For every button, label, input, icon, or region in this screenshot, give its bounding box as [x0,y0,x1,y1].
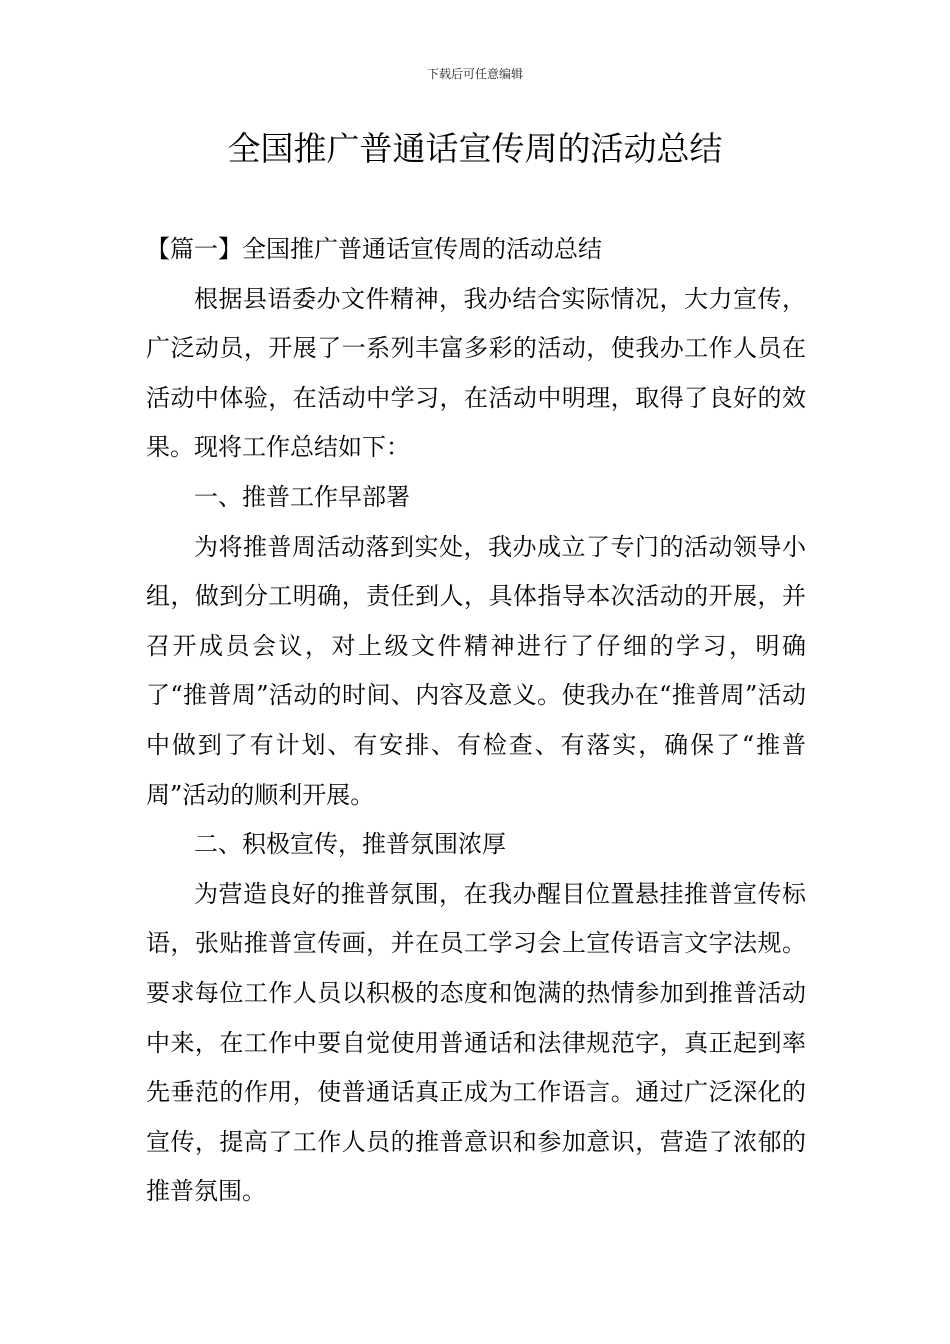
section-subtitle: 【篇一】全国推广普通话宣传周的活动总结 [146,235,602,263]
paragraph-section-2: 为营造良好的推普氛围，在我办醒目位置悬挂推普宣传标语，张贴推普宣传画，并在员工学习会上宣传语言文字法规。要求每位工作人员以积极的态度和饱满的热情参加到推普活动中来，在工作中要自觉使用普通话和法律规范字，真正起到率先垂范的作用，使普通话真正成为工作语言。通过广泛深化的宣传，提高了工作人员的推普意识和参加意识，营造了浓郁的推普氛围。 [146,879,806,1206]
document-body [146,225,806,1217]
paragraph-intro: 根据县语委办文件精神，我办结合实际情况，大力宣传，广泛动员，开展了一系列丰富多彩的活动，使我办工作人员在活动中体验，在活动中学习，在活动中明理，取得了良好的效果。现将工作总结如下： [146,284,806,462]
paragraph-section-1: 为将推普周活动落到实处，我办成立了专门的活动领导小组，做到分工明确，责任到人，具体指导本次活动的开展，并召开成员会议，对上级文件精神进行了仔细的学习，明确了“推普周”活动的时间、内容及意义。使我办在“推普周”活动中做到了有计划、有安排、有检查、有落实，确保了“推普周”活动的顺利开展。 [146,532,806,809]
section-heading-2: 二、积极宣传，推普氛围浓厚 [194,830,506,859]
document-title: 全国推广普通话宣传周的活动总结 [227,129,723,168]
section-heading-1: 一、推普工作早部署 [194,482,410,511]
header-note: 下载后可任意编辑 [426,67,523,81]
